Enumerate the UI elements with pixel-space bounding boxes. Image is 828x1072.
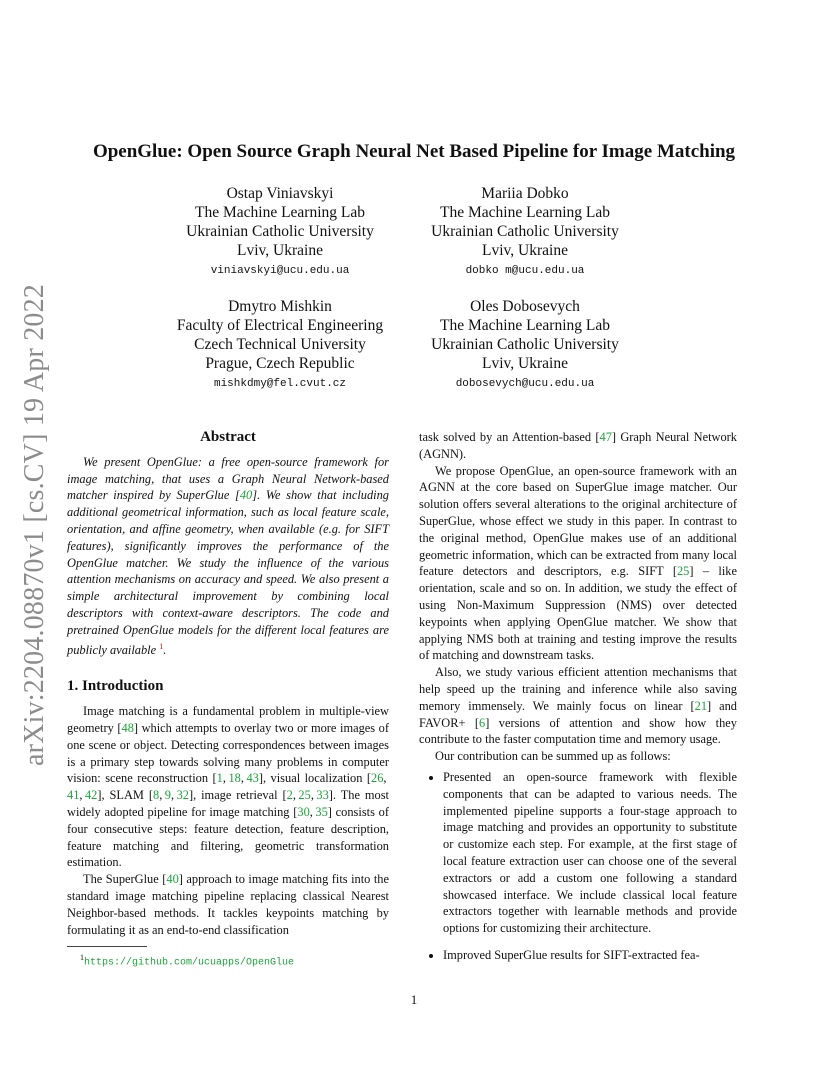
- citation-link[interactable]: 18: [228, 771, 241, 786]
- citation-link[interactable]: 32: [176, 788, 189, 803]
- citation-link[interactable]: 6: [479, 715, 486, 730]
- body-text: The SuperGlue [: [83, 872, 167, 887]
- citation-link[interactable]: 21: [694, 698, 708, 713]
- citation-link[interactable]: 2: [286, 788, 293, 803]
- body-text: ] – like orientation, scale and so on. In addition, we study the effect of using Non-Maximum Suppression (NMS) over detected keypoints when applying OpenGlue matcher. We show that applying NMS both at training and testing improve the results of matching and downstream tasks.: [419, 564, 737, 663]
- citation-link[interactable]: 25: [298, 788, 311, 803]
- author-affiliation: The Machine Learning Lab: [440, 317, 610, 334]
- body-text: Also, we study various efficient attention mechanisms that help speed up the training and inference while also saving memory immensely. We mainly focus on linear [: [419, 665, 737, 713]
- abstract-text: .: [163, 642, 167, 657]
- right-paragraph-2: [419, 664, 737, 748]
- right-column: [419, 429, 737, 974]
- list-item: • Presented an open-source framework with flexible components that can be adapted to various needs. The implemented pipeline supports a four-stage approach to image matching and provides an opportunity to substitute or customize each step. For example, at the first stage of local feature extraction user can choose one of the several extractors or add a custom one following a standard showcased interface. We include classical local feature extractors together with learnable methods and provide options for customizing their architecture.: [443, 769, 737, 937]
- left-column: [67, 429, 389, 938]
- author-block-2: [410, 184, 640, 279]
- body-text: ]. The most widely adopted pipeline for image matching [: [67, 788, 389, 820]
- author-name: Ostap Viniavskyi: [226, 185, 334, 202]
- author-affiliation: Lviv, Ukraine: [482, 355, 568, 372]
- citation-link[interactable]: 42: [84, 788, 98, 803]
- citation-link[interactable]: 30: [297, 805, 310, 820]
- citation-link[interactable]: 35: [315, 805, 328, 820]
- body-text: ] approach to image matching fits into the standard image matching pipeline replacing classical Nearest Neighbor-based methods. It tackles keypoints matching by formulating it as an end-to-end classification: [67, 872, 390, 937]
- author-block-3: [150, 297, 410, 392]
- footnote-rule: [67, 946, 147, 947]
- author-email: dobosevych@ucu.edu.ua: [455, 378, 595, 390]
- citation-link[interactable]: 1: [216, 771, 223, 786]
- author-affiliation: The Machine Learning Lab: [195, 204, 365, 221]
- author-name: Dmytro Mishkin: [228, 298, 332, 315]
- author-block-4: [410, 297, 640, 392]
- author-affiliation: The Machine Learning Lab: [440, 204, 610, 221]
- footnote-number: 1: [80, 953, 84, 962]
- footnote: [80, 953, 294, 968]
- body-text: Image matching is a fundamental problem in multiple-view geometry [: [67, 704, 389, 736]
- arxiv-id: arXiv:2204.08870v1 [cs.CV] 19 Apr 2022: [19, 283, 50, 767]
- intro-paragraph-1: Image matching is a fundamental problem in multiple-view geometry [48] which attempts to overlay two or more images of one scene or object. Detecting correspondences between images is a primary step towards solving many problems in computer vision: scene reconstruction [1, 18, 43], visual localization [26, 41, 42], SLAM [8, 9, 32], image retrieval [2, 25, 33]. The most widely adopted pipeline for image matching [30, 35] consists of four consecutive steps: feature detection, feature description, feature matching and filtering, geometric transformation estimation.: [67, 704, 389, 870]
- abstract-heading: Abstract: [200, 429, 256, 445]
- citation-link[interactable]: 25: [676, 564, 690, 579]
- footnote-mark[interactable]: 1: [159, 641, 164, 651]
- page-number: 1: [410, 992, 418, 1007]
- paper-title: OpenGlue: Open Source Graph Neural Net Based Pipeline for Image Matching: [92, 141, 736, 162]
- author-affiliation: Lviv, Ukraine: [237, 242, 323, 259]
- right-paragraph-3: Our contribution can be summed up as follows:: [435, 749, 671, 764]
- author-affiliation: Ukrainian Catholic University: [186, 223, 374, 240]
- citation-link[interactable]: 43: [246, 771, 259, 786]
- body-text: ], visual localization [: [258, 771, 371, 786]
- author-email: mishkdmy@fel.cvut.cz: [213, 378, 347, 390]
- abstract-text: ]. We show that including additional geometrical information, such as local feature scale, orientation, and affine geometry, when available (e.g. for SIFT features), significantly improves the performance of the OpenGlue matcher. We study the influence of the various attention mechanisms on accuracy and speed. We also present a simple architectural improvement by combining local descriptors with context-aware descriptors. The code and pretrained OpenGlue models for the different local features are publicly available: [67, 488, 389, 657]
- author-email: viniavskyi@ucu.edu.ua: [210, 265, 350, 277]
- citation-link[interactable]: 9: [164, 788, 171, 803]
- abstract-body: [67, 454, 389, 659]
- body-text: ], SLAM [: [97, 788, 153, 803]
- author-email: dobko m@ucu.edu.ua: [465, 265, 585, 277]
- body-text: ] and FAVOR+ [: [419, 698, 737, 730]
- citation-link[interactable]: 41: [67, 788, 80, 803]
- body-text: We propose OpenGlue, an open-source framework with an AGNN at the core based on SuperGlue image matcher. Our solution offers several alterations to the original architecture of SuperGlue, whose effect we study in this paper. In contrast to the original method, OpenGlue makes use of an additional geometric information, which can be extracted from many local feature detectors and descriptors, e.g. SIFT [: [419, 463, 737, 579]
- citation-link[interactable]: 47: [599, 430, 612, 444]
- author-affiliation: Ukrainian Catholic University: [431, 223, 619, 240]
- author-affiliation: Czech Technical University: [194, 336, 366, 353]
- body-text: ] versions of attention and show how they contribute to the faster computation time and memory usage.: [419, 715, 737, 747]
- abstract-text: We present OpenGlue: a free open-source framework for image matching, that uses a Graph Neural Network-based matcher inspired by SuperGlue [: [67, 454, 389, 503]
- citation-link[interactable]: 48: [121, 721, 134, 736]
- citation-link[interactable]: 8: [152, 788, 160, 803]
- citation-link[interactable]: 40: [166, 872, 179, 887]
- author-name: Oles Dobosevych: [470, 298, 580, 315]
- body-text: ] which attempts to overlay two or more images of one scene or object. Detecting correspondences between images is a primary step towards solving many problems in computer vision: scene reconstruction [: [67, 721, 389, 786]
- footnote-url-link[interactable]: https://github.com/ucuapps/OpenGlue: [84, 957, 295, 969]
- author-block-1: [150, 184, 410, 279]
- body-text: ] Graph Neural Network (AGNN).: [419, 430, 738, 461]
- body-text: ], image retrieval [: [188, 788, 287, 803]
- right-paragraph-1: [419, 463, 737, 665]
- author-affiliation: Lviv, Ukraine: [482, 242, 568, 259]
- intro-paragraph-2: [67, 871, 389, 938]
- list-item: • Improved SuperGlue results for SIFT-extracted fea-: [443, 947, 737, 964]
- right-paragraph-0: [419, 429, 737, 463]
- author-affiliation: Faculty of Electrical Engineering: [176, 317, 384, 334]
- citation-link[interactable]: 26: [371, 771, 384, 786]
- contribution-list: [419, 769, 737, 964]
- body-text: task solved by an Attention-based [: [419, 430, 600, 444]
- citation-link[interactable]: 40: [239, 488, 253, 503]
- author-name: Mariia Dobko: [481, 185, 569, 202]
- arxiv-sidebar-stamp: [14, 285, 56, 765]
- section-heading: 1. Introduction: [67, 678, 164, 695]
- author-affiliation: Ukrainian Catholic University: [431, 336, 619, 353]
- body-text: ] consists of four consecutive steps: feature detection, feature description, feature matching and filtering, geometric transformation estimation.: [67, 805, 389, 870]
- author-affiliation: Prague, Czech Republic: [205, 355, 355, 372]
- citation-link[interactable]: 33: [316, 788, 329, 803]
